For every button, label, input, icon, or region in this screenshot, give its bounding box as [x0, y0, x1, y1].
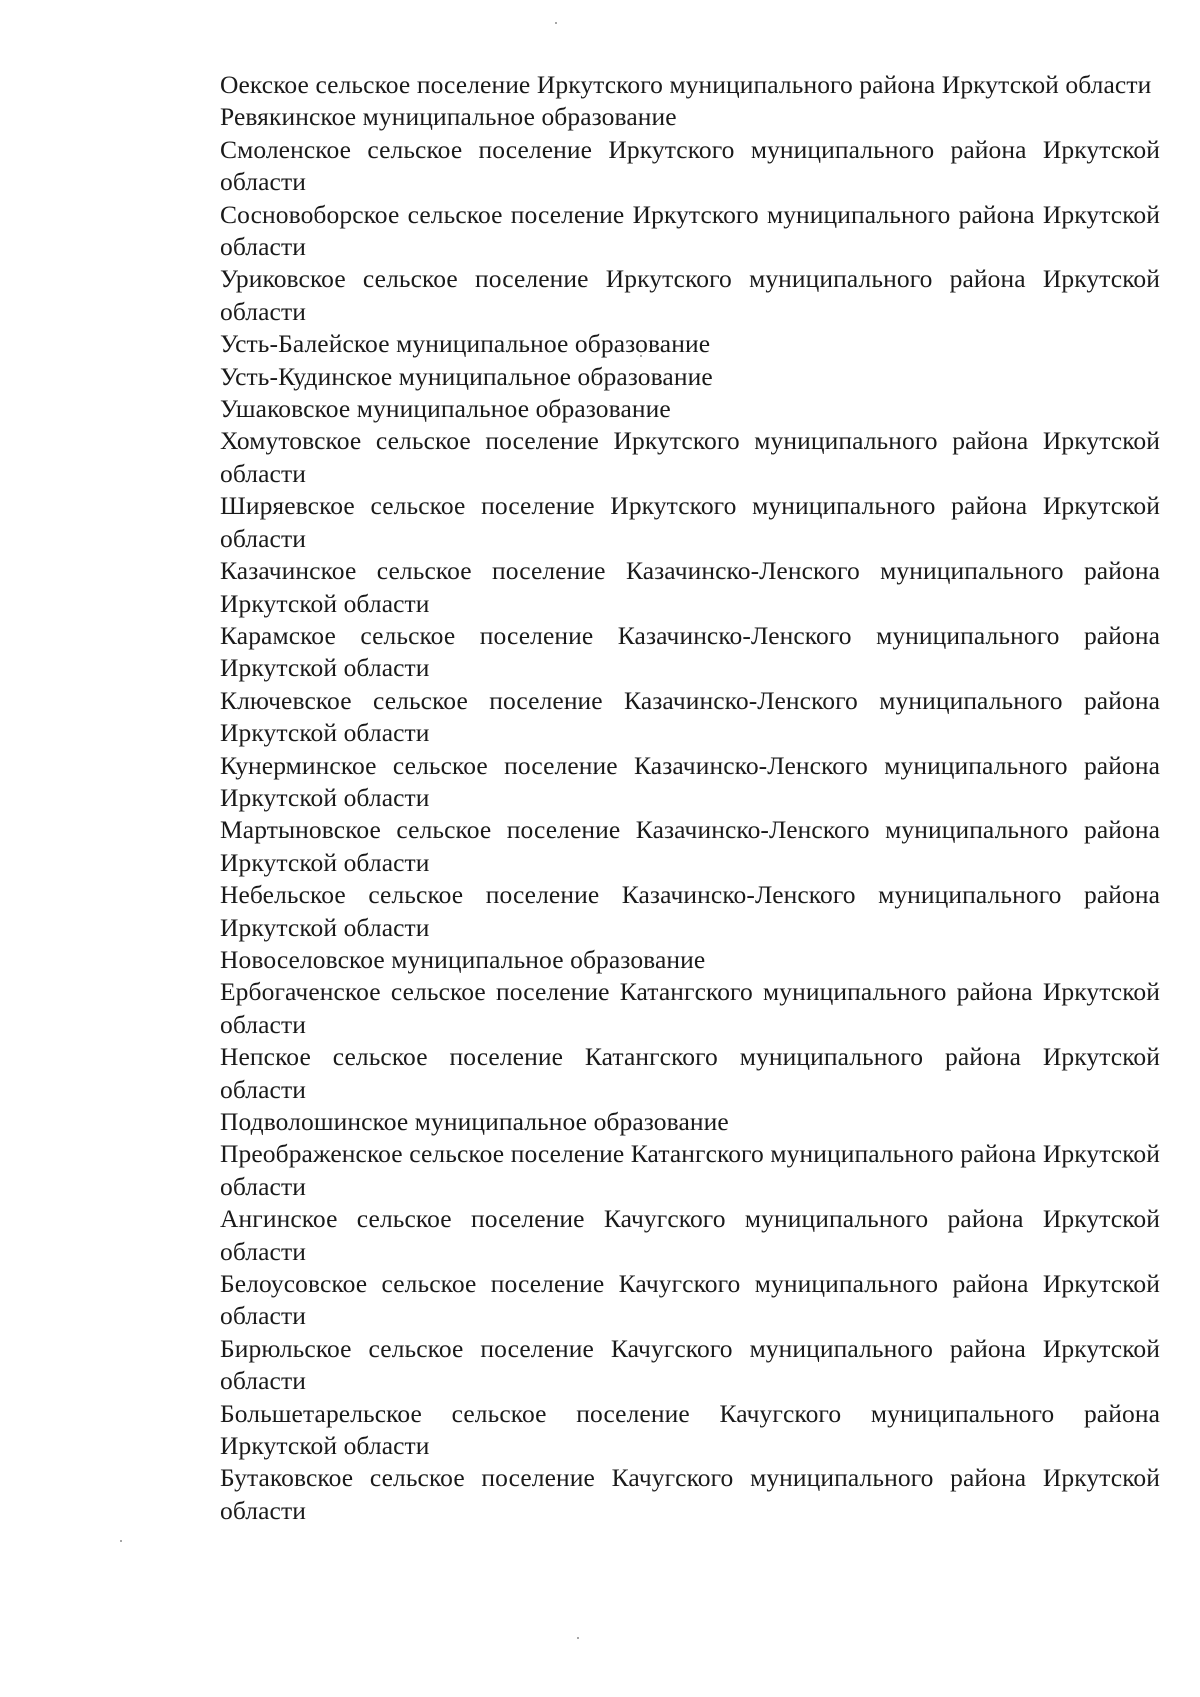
list-item: Ширяевское сельское поселение Иркутского муниципального района Иркутской области — [220, 491, 1160, 553]
scan-speck — [577, 1637, 579, 1639]
list-item: Подволошинское муниципальное образование — [220, 1107, 729, 1136]
list-item: Усть-Балейское муниципальное образование — [220, 329, 711, 359]
settlement-list — [220, 69, 1160, 1527]
list-item: Уриковское сельское поселение Иркутского муниципального района Иркутской области — [220, 264, 1160, 326]
list-item: Казачинское сельское поселение Казачинско-Ленского муниципального района Иркутской области — [220, 556, 1160, 618]
list-item: Ушаковское муниципальное образование — [220, 394, 671, 424]
list-item: Оекское сельское поселение Иркутского муниципального района Иркутской области — [220, 70, 1152, 99]
list-item: Ключевское сельское поселение Казачинско-Ленского муниципального района Иркутской области — [220, 685, 1160, 748]
list-item: Сосновоборское сельское поселение Иркутского муниципального района Иркутской области — [220, 199, 1160, 262]
list-item: Преображенское сельское поселение Катангского муниципального района Иркутской области — [220, 1139, 1160, 1201]
list-item: Карамское сельское поселение Казачинско-Ленского муниципального района Иркутской области — [220, 620, 1160, 683]
list-item: Ербогаченское сельское поселение Катангского муниципального района Иркутской области — [220, 977, 1160, 1039]
list-item: Непское сельское поселение Катангского муниципального района Иркутской области — [220, 1042, 1160, 1104]
list-item: Кунерминское сельское поселение Казачинско-Ленского муниципального района Иркутской области — [220, 750, 1160, 812]
list-item: Большетарельское сельское поселение Качугского муниципального района Иркутской области — [220, 1398, 1160, 1461]
list-item: Белоусовское сельское поселение Качугского муниципального района Иркутской области — [220, 1269, 1160, 1331]
list-item: Бутаковское сельское поселение Качугского муниципального района Иркутской области — [220, 1463, 1160, 1525]
scan-speck — [555, 22, 557, 24]
list-item: Ангинское сельское поселение Качугского муниципального района Иркутской области — [220, 1204, 1160, 1266]
list-item: Небельское сельское поселение Казачинско-Ленского муниципального района Иркутской области — [220, 880, 1160, 942]
list-item: Мартыновское сельское поселение Казачинско-Ленского муниципального района Иркутской области — [220, 815, 1160, 877]
list-item: Бирюльское сельское поселение Качугского муниципального района Иркутской области — [220, 1333, 1160, 1396]
list-item: Хомутовское сельское поселение Иркутского муниципального района Иркутской области — [220, 426, 1160, 488]
scan-speck — [120, 1540, 122, 1542]
list-item: Ревякинское муниципальное образование — [220, 102, 677, 132]
list-item: Усть-Кудинское муниципальное образование — [220, 361, 713, 391]
list-item: Смоленское сельское поселение Иркутского муниципального района Иркутской области — [220, 134, 1160, 197]
list-item: Новоселовское муниципальное образование — [220, 944, 706, 974]
